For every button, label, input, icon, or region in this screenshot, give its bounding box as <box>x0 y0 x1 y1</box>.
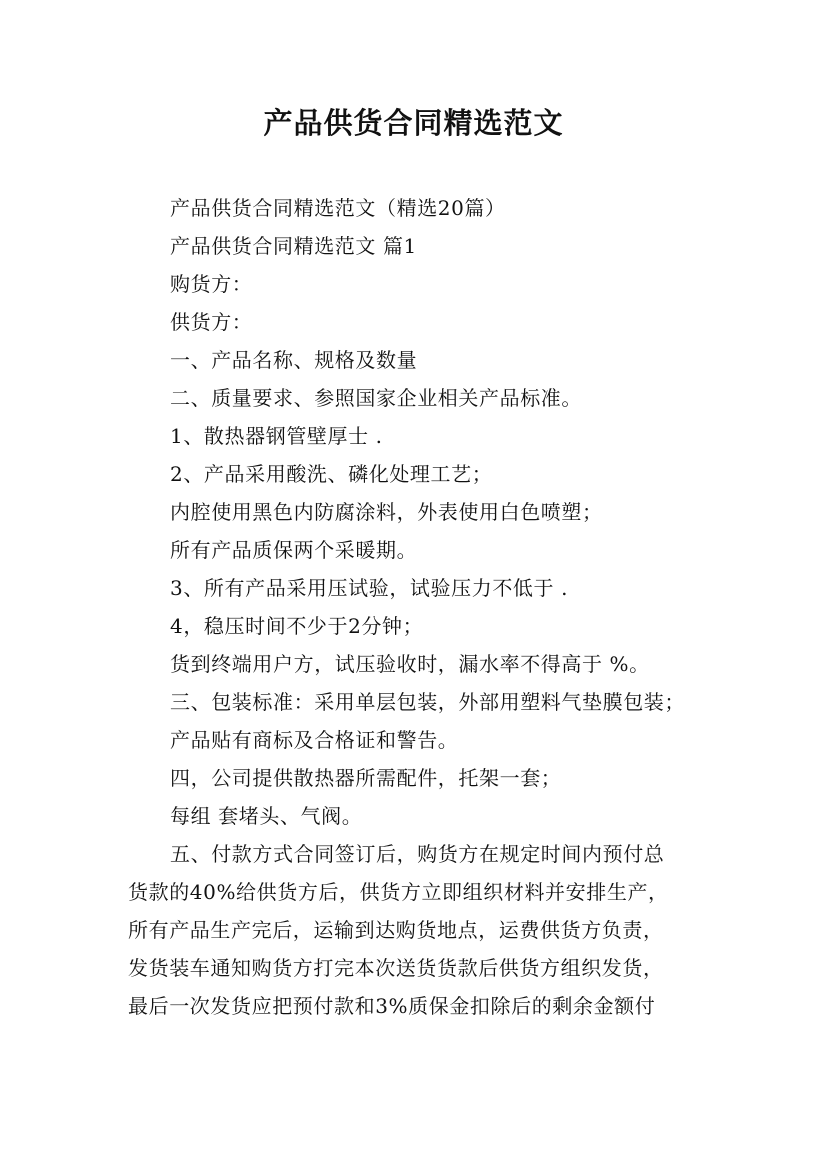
body-line: 货到终端用户方，试压验收时，漏水率不得高于 %。 <box>170 652 650 676</box>
body-line: 产品贴有商标及合格证和警告。 <box>170 728 459 752</box>
body-line: 4，稳压时间不少于2分钟； <box>170 614 424 638</box>
body-line: 所有产品生产完后，运输到达购货地点，运费供货方负责， <box>128 918 664 942</box>
body-line: 所有产品质保两个采暖期。 <box>170 538 418 562</box>
body-line: 五、付款方式合同签订后，购货方在规定时间内预付总 <box>170 842 665 866</box>
body-line: 四，公司提供散热器所需配件，托架一套； <box>170 766 562 790</box>
body-line: 3、所有产品采用压试验，试验压力不低于 . <box>170 576 569 600</box>
body-line: 购货方： <box>170 272 253 296</box>
body-line: 2、产品采用酸洗、磷化处理工艺； <box>170 462 493 486</box>
body-line: 供货方： <box>170 310 253 334</box>
document-title: 产品供货合同精选范文 <box>263 106 564 140</box>
body-line: 内腔使用黑色内防腐涂料，外表使用白色喷塑； <box>170 500 603 524</box>
body-line: 产品供货合同精选范文 篇1 <box>170 234 417 258</box>
body-line: 1、散热器钢管壁厚士 . <box>170 424 383 448</box>
body-line: 最后一次发货应把预付款和3%质保金扣除后的剩余金额付 <box>128 994 656 1018</box>
body-line: 货款的40%给供货方后，供货方立即组织材料并安排生产， <box>128 880 669 904</box>
body-line: 发货装车通知购货方打完本次送货货款后供货方组织发货， <box>128 956 664 980</box>
body-line: 一、产品名称、规格及数量 <box>170 348 418 372</box>
body-line: 产品供货合同精选范文（精选20篇） <box>170 196 506 220</box>
body-line: 二、质量要求、参照国家企业相关产品标准。 <box>170 386 582 410</box>
body-line: 三、包装标准：采用单层包装，外部用塑料气垫膜包装； <box>170 690 685 714</box>
body-line: 每组 套堵头、气阀。 <box>170 804 363 828</box>
